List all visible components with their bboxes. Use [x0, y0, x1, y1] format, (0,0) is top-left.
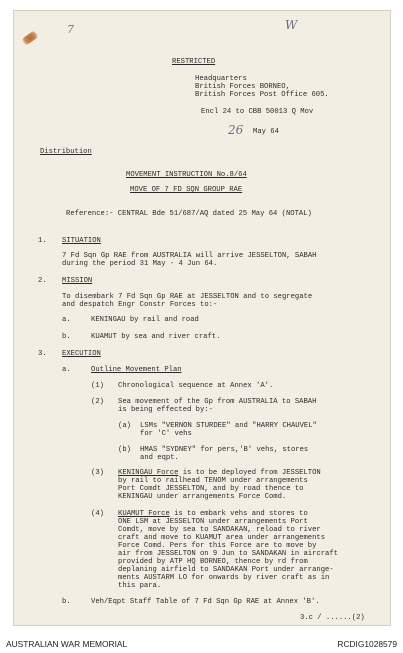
- footer-record-id: RCDIG1028579: [337, 639, 397, 649]
- para-4-label: (4): [91, 510, 104, 518]
- section-2-heading: MISSION: [62, 277, 93, 285]
- date-month: May 64: [253, 128, 279, 136]
- para-4-line-8: deplaning airfield to SANDAKAN Port under arrange-: [118, 566, 334, 574]
- section-2b-text: KUAMUT by sea and river craft.: [91, 333, 221, 341]
- handwritten-initial: W: [285, 18, 298, 32]
- handwritten-date-day: 26: [228, 123, 244, 137]
- enclosure-ref: Encl 24 to CBB 50013 Q Mov: [201, 108, 314, 116]
- section-2-line-2: and despatch Engr Constr Forces to:-: [62, 301, 218, 309]
- para-4-line-5: Force Comd. Pers for this Force are to move by: [118, 542, 317, 550]
- para-3-line-4: KENINGAU under arrangements Force Comd.: [118, 493, 287, 501]
- section-3b-text: Veh/Eqpt Staff Table of 7 Fd Sqn Gp RAE at Annex 'B'.: [91, 598, 320, 606]
- section-3-heading: EXECUTION: [62, 350, 101, 358]
- para-2a-line-2: for 'C' vehs: [140, 430, 192, 438]
- para-2-line-2: is being effected by:-: [118, 406, 213, 414]
- para-3-line-1-rest: is to be deployed from JESSELTON: [178, 469, 321, 477]
- para-3-label: (3): [91, 469, 104, 477]
- section-1-line-1: 7 Fd Sqn Gp RAE from AUSTRALIA will arrive JESSELTON, SABAH: [62, 252, 317, 260]
- para-4-line-3: Comdt, move by sea to SANDAKAN, reload to river: [118, 526, 321, 534]
- section-2-line-1: To disembark 7 Fd Sqn Gp RAE at JESSELTON and to segregate: [62, 293, 313, 301]
- para-3-line-2: by rail to railhead TENOM under arrangements: [118, 477, 308, 485]
- section-3a-heading: Outline Movement Plan: [91, 366, 182, 374]
- para-2-line-1: Sea movement of the Gp from AUSTRALIA to SABAH: [118, 398, 317, 406]
- kuamut-force-term: KUAMUT Force: [118, 510, 170, 518]
- section-1-number: 1.: [38, 237, 47, 245]
- section-1-line-2: during the period 31 May - 4 Jun 64.: [62, 260, 218, 268]
- keningau-force-term: KENINGAU Force: [118, 469, 179, 477]
- section-2b-label: b.: [62, 333, 71, 341]
- para-4-line-9: ments AUSTARM LO for onwards by river craft as in: [118, 574, 330, 582]
- section-2a-label: a.: [62, 316, 71, 324]
- footer-archive-name: AUSTRALIAN WAR MEMORIAL: [6, 639, 128, 649]
- hq-line: Headquarters: [195, 75, 247, 83]
- para-4-line-7: provided by ATP HQ BORNEO, thence by rd from: [118, 558, 308, 566]
- para-2a-line-1: LSMs "VERNON STURDEE" and "HARRY CHAUVEL": [140, 422, 317, 430]
- continuation-note: 3.c / ......(2): [300, 614, 365, 622]
- section-3a-label: a.: [62, 366, 71, 374]
- para-1-label: (1): [91, 382, 104, 390]
- classification-marking: RESTRICTED: [172, 58, 216, 66]
- para-4-line-4: craft and move to KUAMUT area under arrangements: [118, 534, 326, 542]
- post-office-line: British Forces Post Office 605.: [195, 91, 329, 99]
- distribution-label: Distribution: [40, 148, 92, 156]
- document-title: MOVEMENT INSTRUCTION No.8/64: [126, 171, 247, 179]
- para-4-line-1-rest: is to embark vehs and stores to: [169, 510, 308, 518]
- para-2b-label: (b): [118, 446, 131, 454]
- para-4-line-2: ONE LSM at JESSELTON under arrangements Port: [118, 518, 308, 526]
- para-2b-line-2: and eqpt.: [140, 454, 179, 462]
- para-4-line-10: this para.: [118, 582, 162, 590]
- section-3b-label: b.: [62, 598, 71, 606]
- para-2b-line-1: HMAS "SYDNEY" for pers,'B' vehs, stores: [140, 446, 309, 454]
- para-4-line-6: air from JESSELTON on 9 Jun to SANDAKAN in aircraft: [118, 550, 338, 558]
- handwritten-number: 7: [67, 23, 74, 36]
- section-1-heading: SITUATION: [62, 237, 101, 245]
- section-2-number: 2.: [38, 277, 47, 285]
- reference-line: Reference:- CENTRAL Bde 51/687/AQ dated 25 May 64 (NOTAL): [66, 210, 312, 218]
- para-2a-label: (a): [118, 422, 131, 430]
- para-3-line-3: Port Comdt JESSELTON, and by road thence to: [118, 485, 304, 493]
- para-1-text: Chronological sequence at Annex 'A'.: [118, 382, 274, 390]
- document-subtitle: MOVE OF 7 FD SQN GROUP RAE: [130, 186, 243, 194]
- para-2-label: (2): [91, 398, 104, 406]
- section-3-number: 3.: [38, 350, 47, 358]
- force-line: British Forces BORNEO,: [195, 83, 290, 91]
- section-2a-text: KENINGAU by rail and road: [91, 316, 199, 324]
